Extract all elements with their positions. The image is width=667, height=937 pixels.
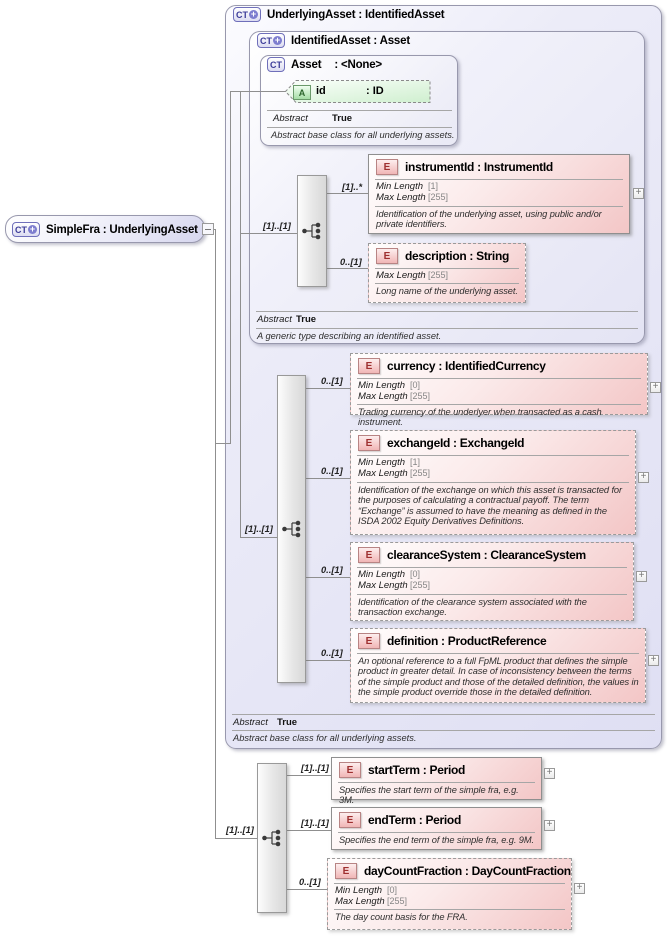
- sequence-group-simplefra: [257, 763, 287, 913]
- divider: [357, 594, 627, 595]
- element-annotation: The day count basis for the FRA.: [335, 912, 468, 922]
- cardinality-label: [1]..*: [342, 182, 363, 192]
- asset-annotation: Abstract base class for all underlying assets.: [271, 130, 455, 140]
- connector-line: [287, 889, 331, 890]
- element-badge: E: [339, 812, 361, 828]
- element-annotation: Identification of the exchange on which this asset is transacted for the purposes of calculating a contractual payoff. The term “Exchange” is assumed to have the meaning as defined in the ISDA 2002 Equity Derivatives Definitions.: [358, 485, 622, 527]
- divider: [232, 714, 655, 715]
- facet-name: Max Length: [335, 896, 385, 907]
- element-title: clearanceSystem : ClearanceSystem: [387, 548, 586, 562]
- connector-line: [230, 91, 231, 444]
- element-badge: E: [358, 633, 380, 649]
- attribute-name: id: [316, 85, 326, 97]
- divider: [375, 268, 519, 269]
- asset-name: Asset: [291, 58, 322, 71]
- element-title: startTerm : Period: [368, 763, 466, 777]
- element-title: dayCountFraction : DayCountFraction: [364, 864, 571, 878]
- element-badge: E: [358, 547, 380, 563]
- divider: [256, 311, 638, 312]
- sequence-icon: [281, 519, 303, 539]
- asset-base-type: : <None>: [334, 58, 382, 71]
- asset-header[interactable]: [267, 57, 382, 72]
- facet-value: [0]: [410, 569, 421, 579]
- expand-button-clearancesystem[interactable]: +: [636, 571, 647, 582]
- ct-badge: CT: [267, 57, 285, 72]
- facet-name: Min Length: [358, 457, 406, 468]
- facet-name: Max Length: [376, 192, 426, 203]
- divider: [357, 653, 639, 654]
- abstract-value: True: [277, 717, 298, 728]
- sequence-group-underlyingasset: [277, 375, 306, 683]
- divider: [338, 782, 535, 783]
- element-title: currency : IdentifiedCurrency: [387, 359, 546, 373]
- expand-button-endterm[interactable]: +: [544, 820, 555, 831]
- cardinality-label: [1]..[1]: [245, 524, 273, 534]
- element-box-currency[interactable]: [350, 353, 648, 428]
- element-badge: E: [358, 358, 380, 374]
- connector-line: [240, 233, 298, 234]
- element-title: exchangeId : ExchangeId: [387, 436, 525, 450]
- element-title: description : String: [405, 249, 510, 263]
- connector-line: [306, 577, 350, 578]
- underlyingasset-title: UnderlyingAsset : IdentifiedAsset: [267, 8, 445, 21]
- connector-line: [240, 91, 241, 537]
- facet-value: [1]: [428, 181, 439, 191]
- element-title: instrumentId : InstrumentId: [405, 160, 553, 174]
- divider: [267, 110, 452, 111]
- connector-line: [287, 775, 331, 776]
- minus-icon: [205, 229, 211, 230]
- expand-button-instrumentid[interactable]: +: [633, 188, 644, 199]
- facet-name: Min Length: [358, 569, 406, 580]
- expand-button-currency[interactable]: +: [650, 382, 661, 393]
- plus-disc-icon: +: [250, 9, 257, 19]
- abstract-value: True: [332, 113, 353, 124]
- element-box-daycountfraction[interactable]: [327, 858, 572, 930]
- facet-name: Max Length: [358, 580, 408, 591]
- element-box-definition[interactable]: [350, 628, 646, 703]
- divider: [338, 832, 535, 833]
- connector-line: [230, 91, 286, 92]
- ct-plus-badge: CT +: [12, 222, 40, 237]
- divider: [357, 378, 641, 379]
- attribute-type: : ID: [366, 85, 384, 97]
- element-badge: E: [376, 159, 398, 175]
- element-badge: E: [335, 863, 357, 879]
- expand-button-exchangeid[interactable]: +: [638, 472, 649, 483]
- plus-disc-icon: +: [274, 35, 281, 45]
- facet-value: [255]: [387, 896, 408, 906]
- element-badge: E: [358, 435, 380, 451]
- divider: [232, 730, 655, 731]
- element-box-description[interactable]: [368, 243, 526, 303]
- divider: [267, 127, 452, 128]
- facet-name: Min Length: [335, 885, 383, 896]
- connector-line: [240, 537, 278, 538]
- element-annotation: Identification of the clearance system associated with the transaction exchange.: [358, 597, 587, 618]
- connector-line: [306, 388, 350, 389]
- connector-line: [215, 443, 231, 444]
- cardinality-label: 0..[1]: [321, 466, 343, 476]
- attribute-box-id[interactable]: [285, 80, 431, 103]
- cardinality-label: 0..[1]: [340, 257, 362, 267]
- abstract-label: Abstract: [233, 717, 268, 728]
- connector-line: [215, 229, 216, 839]
- facet-value: [255]: [410, 468, 431, 478]
- facet-value: [255]: [428, 192, 449, 202]
- divider: [357, 455, 629, 456]
- divider: [334, 909, 565, 910]
- divider: [375, 283, 519, 284]
- element-box-exchangeid[interactable]: [350, 430, 636, 535]
- sequence-icon: [301, 221, 323, 241]
- element-annotation: Specifies the end term of the simple fra, e.g. 9M.: [339, 835, 534, 845]
- element-badge: E: [339, 762, 361, 778]
- divider: [375, 206, 623, 207]
- cardinality-label: [1]..[1]: [301, 763, 329, 773]
- element-annotation: Long name of the underlying asset.: [376, 286, 518, 296]
- abstract-label: Abstract: [273, 113, 308, 124]
- facet-name: Max Length: [358, 391, 408, 402]
- divider: [357, 482, 629, 483]
- element-box-endterm[interactable]: [331, 807, 542, 850]
- cardinality-label: [1]..[1]: [226, 825, 254, 835]
- element-annotation: Identification of the underlying asset, using public and/or private identifiers.: [376, 209, 602, 230]
- sequence-icon: [261, 828, 283, 848]
- element-box-clearancesystem[interactable]: [350, 542, 634, 621]
- expand-button-daycountfraction[interactable]: +: [574, 883, 585, 894]
- element-annotation: An optional reference to a full FpML product that defines the simple product in greater detail. In case of inconsistency between the terms of the simple product and those of the detailed definition, the values in the simple product override those in the detailed definition.: [358, 656, 639, 698]
- ct-plus-badge: CT +: [233, 7, 261, 22]
- expand-button-definition[interactable]: +: [648, 655, 659, 666]
- connector-line: [306, 478, 350, 479]
- underlyingasset-annotation: Abstract base class for all underlying assets.: [233, 733, 417, 743]
- element-annotation: Specifies the start term of the simple fra, e.g. 3M.: [339, 785, 519, 806]
- identifiedasset-title: IdentifiedAsset : Asset: [291, 34, 410, 47]
- connector-line: [306, 660, 350, 661]
- divider: [334, 883, 565, 884]
- element-box-instrumentid[interactable]: [368, 154, 630, 234]
- connector-line: [327, 268, 368, 269]
- element-title: definition : ProductReference: [387, 634, 547, 648]
- facet-value: [1]: [410, 457, 421, 467]
- underlyingasset-header[interactable]: [233, 7, 444, 22]
- facet-name: Min Length: [376, 181, 424, 192]
- connector-line: [327, 193, 368, 194]
- cardinality-label: [1]..[1]: [301, 818, 329, 828]
- divider: [357, 404, 641, 405]
- facet-value: [0]: [410, 380, 421, 390]
- plus-disc-icon: +: [29, 224, 36, 234]
- collapse-toggle[interactable]: [202, 223, 214, 235]
- connector-line: [215, 838, 258, 839]
- cardinality-label: [1]..[1]: [263, 221, 291, 231]
- divider: [256, 328, 638, 329]
- cardinality-label: 0..[1]: [299, 877, 321, 887]
- attribute-badge: A: [293, 85, 311, 100]
- facet-name: Max Length: [376, 270, 426, 281]
- element-box-startterm[interactable]: [331, 757, 542, 806]
- connector-line: [287, 830, 331, 831]
- element-annotation: Trading currency of the underlyer when transacted as a cash instrument.: [358, 407, 602, 428]
- divider: [375, 179, 623, 180]
- abstract-value: True: [296, 314, 317, 325]
- simplefra-header: [12, 222, 198, 237]
- facet-value: [255]: [428, 270, 449, 280]
- ct-plus-badge: CT +: [257, 33, 285, 48]
- cardinality-label: 0..[1]: [321, 565, 343, 575]
- expand-button-startterm[interactable]: +: [544, 768, 555, 779]
- divider: [357, 567, 627, 568]
- sequence-group-identifiedasset: [297, 175, 327, 287]
- identifiedasset-annotation: A generic type describing an identified asset.: [257, 331, 442, 341]
- element-badge: E: [376, 248, 398, 264]
- facet-value: [255]: [410, 580, 431, 590]
- facet-value: [255]: [410, 391, 431, 401]
- facet-name: Max Length: [358, 468, 408, 479]
- cardinality-label: 0..[1]: [321, 648, 343, 658]
- facet-value: [0]: [387, 885, 398, 895]
- simplefra-title: SimpleFra : UnderlyingAsset: [46, 223, 198, 236]
- identifiedasset-header[interactable]: [257, 33, 410, 48]
- element-title: endTerm : Period: [368, 813, 461, 827]
- abstract-label: Abstract: [257, 314, 292, 325]
- facet-name: Min Length: [358, 380, 406, 391]
- cardinality-label: 0..[1]: [321, 376, 343, 386]
